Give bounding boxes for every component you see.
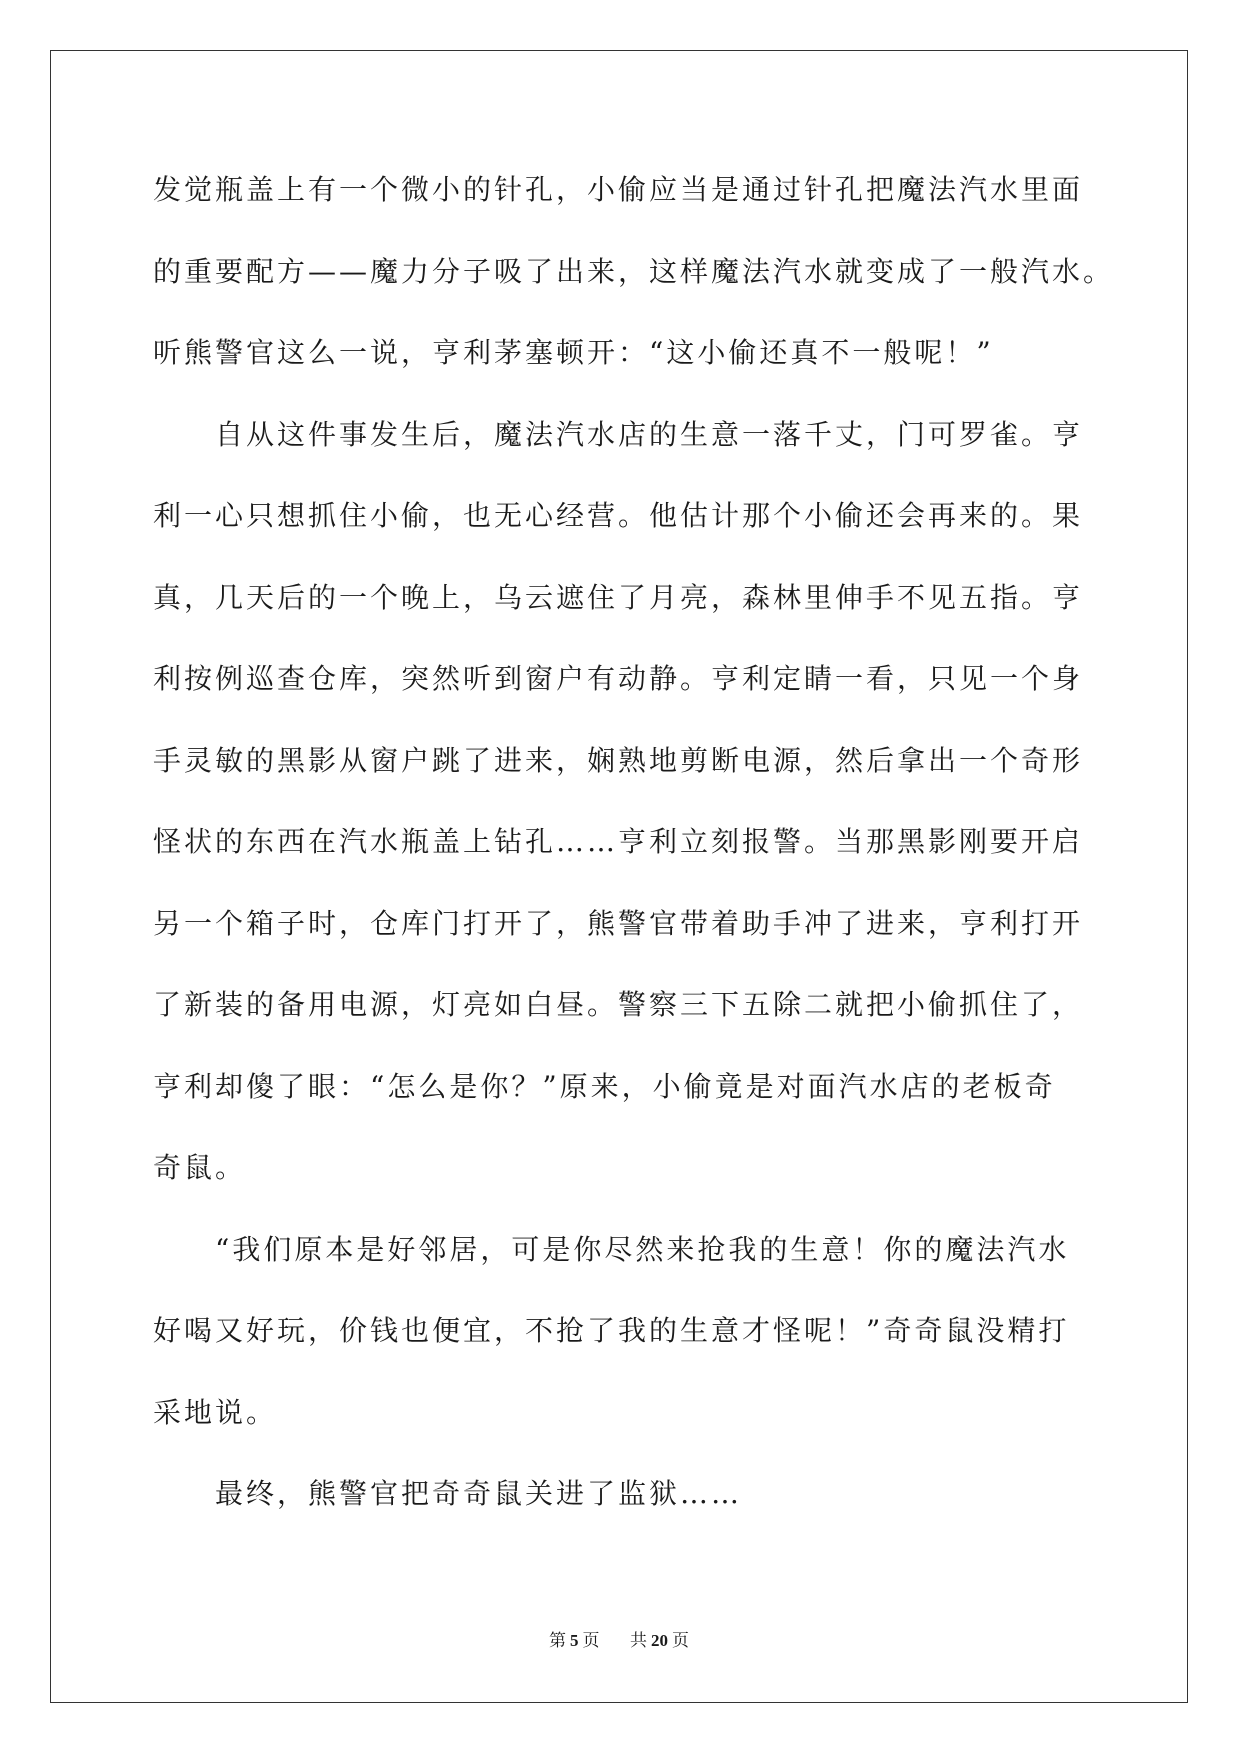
page-label [549, 1631, 604, 1650]
total-pages-label [630, 1631, 689, 1650]
text-line: 发觉瓶盖上有一个微小的针孔，小偷应当是通过针孔把魔法汽水里面 [153, 173, 1084, 206]
total-pages: 20 [651, 1631, 668, 1650]
text-line: 好喝又好玩，价钱也便宜，不抢了我的生意才怪呢！”奇奇鼠没精打 [153, 1314, 1070, 1347]
paragraph [153, 1453, 1133, 1535]
text-line: 利按例巡查仓库，突然听到窗户有动静。亨利定睛一看，只见一个身 [153, 662, 1084, 695]
paragraph [153, 394, 1133, 1209]
paragraph [153, 1209, 1133, 1454]
text-line: 手灵敏的黑影从窗户跳了进来，娴熟地剪断电源，然后拿出一个奇形 [153, 743, 1084, 777]
text-line: 利一心只想抓住小偷，也无心经营。他估计那个小偷还会再来的。果 [153, 499, 1084, 532]
text-line: 真，几天后的一个晚上，乌云遮住了月亮，森林里伸手不见五指。亨 [153, 580, 1084, 614]
text-line: 最终，熊警官把奇奇鼠关进了监狱…… [215, 1477, 743, 1510]
total-prefix: 共 [630, 1631, 647, 1650]
text-line: 听熊警官这么一说，亨利茅塞顿开：“这小偷还真不一般呢！” [153, 336, 994, 369]
text-line: 奇鼠。 [153, 1151, 247, 1184]
text-line: “我们原本是好邻居，可是你尽然来抢我的生意！你的魔法汽水 [215, 1232, 1070, 1266]
page-number: 5 [570, 1631, 579, 1650]
total-suffix: 页 [672, 1631, 689, 1650]
text-line: 了新装的备用电源，灯亮如白昼。警察三下五除二就把小偷抓住了， [153, 988, 1084, 1021]
text-line: 采地说。 [153, 1395, 278, 1429]
text-line: 自从这件事发生后，魔法汽水店的生意一落千丈，门可罗雀。亨 [215, 417, 1084, 451]
text-line: 怪状的东西在汽水瓶盖上钻孔……亨利立刻报警。当那黑影刚要开启 [153, 825, 1084, 858]
paragraph [153, 149, 1133, 394]
document-body [153, 149, 1133, 1535]
text-line: 的重要配方——魔力分子吸了出来，这样魔法汽水就变成了一般汽水。 [153, 254, 1115, 288]
text-line: 亨利却傻了眼：“怎么是你？”原来，小偷竟是对面汽水店的老板奇 [153, 1069, 1056, 1103]
text-line: 另一个箱子时，仓库门打开了，熊警官带着助手冲了进来，亨利打开 [153, 906, 1084, 940]
page-footer [50, 1626, 1188, 1651]
page-prefix: 第 [549, 1631, 566, 1650]
page-suffix: 页 [582, 1631, 600, 1650]
